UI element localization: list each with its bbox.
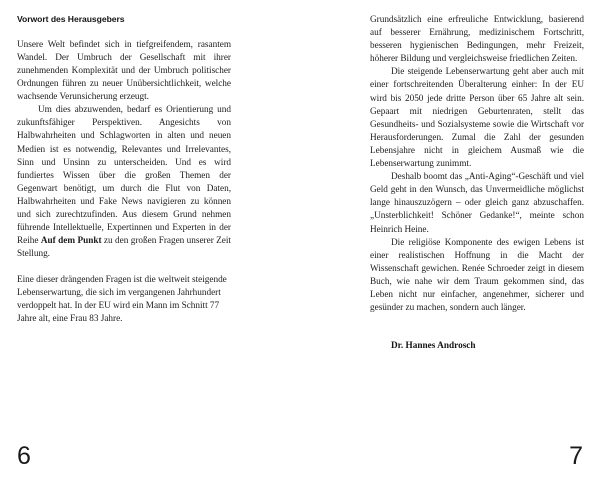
- page-number-left: 6: [17, 442, 31, 470]
- paragraph: Eine dieser drängenden Fragen ist die weltweit steigende Lebenserwartung, die sich im vergangenen Jahrhundert verdoppelt hat. In der EU wird ein Mann im Schnitt 77 Jahre alt, eine Frau 83 Jahre.: [17, 275, 227, 325]
- page-number-right: 7: [569, 442, 583, 470]
- paragraph: [17, 104, 231, 261]
- paragraph: Unsere Welt befindet sich in tiefgreifendem, rasantem Wandel. Der Umbruch der Gesellschaft mit ihrer zunehmenden Komplexität und der Umbruch politischer Ordnungen führen zu neuer Unübersichtlichkeit, welche wachsende Verunsicherung erzeugt.: [17, 39, 231, 103]
- paragraph-text-after-emphasis: zu den großen Fragen unserer Zeit Stellung.: [17, 236, 231, 260]
- paragraph: Die religiöse Komponente des ewigen Lebens ist einer realistischen Hoffnung in die Macht der Wissenschaft gewichen. Renée Schroeder zeigt in diesem Buch, wie nahe wir dem Traum gekommen sind, das Leben nicht nur einfacher, angenehmer, sicherer und gesünder zu machen, sondern auch länger.: [370, 237, 584, 314]
- paragraph: Die steigende Lebenserwartung geht aber auch mit einer fortschreitenden Überalterung einher: In der EU wird bis 2050 jede dritte Person über 65 Jahre alt sein. Gepaart mit niedrigen Geburtenraten, stellt das Gesundheits- und Sozialsysteme sowie die Wirtschaft vor Herausforderungen. Zumal die Zahl der gesunden Lebensjahre nicht in gleichem Ausmaß wie die Lebenserwartung zunimmt.: [370, 67, 584, 170]
- paragraph-text-before-emphasis: Um dies abzuwenden, bedarf es Orientierung und zukunftsfähiger Perspektiven. Angesichts von Halbwahrheiten und Schlagworten in alten und neuen Medien ist es notwendig, Relevantes und Irrelevantes, Sinn und Unsinn zu unterscheiden. Und es wird fundiertes Wissen über die großen Themen der Gegenwart benötigt, um durch die Flut von Daten, Halbwahrheiten und Fake News navigieren zu können und sich zurechtzufinden. Aus diesem Grund nehmen führende Intellektuelle, Expertinnen und Experten in der Reihe: [17, 105, 231, 247]
- page-right: [300, 0, 600, 488]
- paragraph: Deshalb boomt das „Anti-Aging“-Geschäft und viel Geld geht in den Wunsch, das Unvermeidliche möglichst lange hinauszuzögern – oder gleich ganz abzuschaffen. „Unsterblichkeit! Schöner Gedanke!“, meinte schon Heinrich Heine.: [370, 172, 584, 235]
- text-column-left: [17, 14, 231, 326]
- author-signature: Dr. Hannes Androsch: [391, 341, 476, 352]
- series-title-emphasis: Auf dem Punkt: [40, 236, 102, 247]
- text-column-right: [370, 14, 584, 353]
- page-title: Vorwort des Herausgebers: [17, 14, 125, 24]
- paragraph: Grundsätzlich eine erfreuliche Entwicklung, basierend auf besserer Ernährung, medizinischem Fortschritt, besseren hygienischen Bedingungen, mehr Freizeit, höherer Bildung und vergleichsweise friedlichen Zeiten.: [370, 15, 584, 65]
